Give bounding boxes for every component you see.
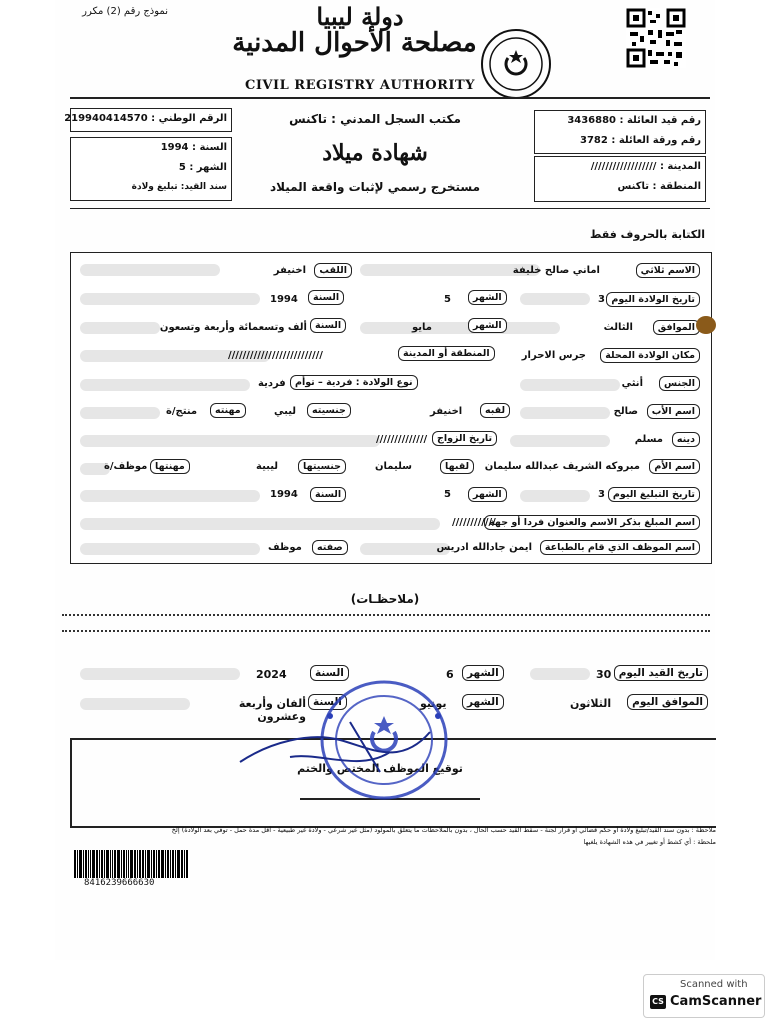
area-city-value: ////////////////////////// <box>228 350 323 361</box>
redaction-band <box>520 379 620 391</box>
dob-month: 5 <box>444 294 451 305</box>
birth-type-value: فردية <box>258 378 286 389</box>
family-record-box <box>534 110 706 154</box>
notification-year: 1994 <box>270 489 298 500</box>
record-date-box <box>70 137 232 201</box>
father-surname-value: اخنيفر <box>430 406 463 417</box>
dob-label: تاريخ الولادة اليوم <box>606 292 700 307</box>
informant-value: //////////// <box>452 517 496 528</box>
redaction-band <box>80 698 190 710</box>
registration-day: 30 <box>596 668 612 681</box>
corresponding-label: الموافق <box>653 320 700 335</box>
father-nationality-value: ليبي <box>274 406 297 417</box>
father-name-label: اسم الأب <box>647 404 700 419</box>
registration-corresponding-month: يونيو <box>420 697 447 710</box>
redaction-band <box>80 379 250 391</box>
clerk-role-value: موظف <box>268 542 302 553</box>
redaction-band <box>510 435 610 447</box>
redaction-band <box>530 668 590 680</box>
camscanner-watermark <box>643 974 765 1018</box>
religion-value: مسلم <box>634 434 663 445</box>
registration-corr-year-label: السنة <box>308 694 347 710</box>
letters-only-note: الكتابة بالحروف فقط <box>589 228 705 241</box>
handwritten-signature-icon <box>230 712 450 782</box>
birth-type-label: نوع الولادة : فردية – توأم <box>290 375 418 390</box>
certificate-subtitle: مستخرج رسمي لإثبات واقعة الميلاد <box>269 180 481 194</box>
notification-year-label: السنة <box>310 487 346 502</box>
clerk-label: اسم الموظف الذي قام بالطباعة <box>540 540 700 555</box>
registration-year-label: السنة <box>310 665 349 681</box>
authority-emblem-icon <box>480 28 552 100</box>
corr-year-label: السنة <box>310 318 346 333</box>
header-bottom-rule <box>70 208 710 209</box>
region: المنطقة : تاكنس <box>617 181 701 192</box>
authority-english-name: CIVIL REGISTRY AUTHORITY <box>245 78 475 93</box>
surname-value: اخنيفر <box>273 265 306 276</box>
footnote-alteration: ملحظة : أي كشط أو تغيير في هذه الشهادة يلغيها <box>583 838 716 846</box>
registration-year: 2024 <box>256 668 287 681</box>
redaction-band <box>80 518 440 530</box>
corr-month-label: الشهر <box>468 318 507 333</box>
scanned-with-text: Scanned with <box>680 979 748 990</box>
redaction-band <box>360 322 560 334</box>
family-registration-number: رقم قيد العائلة : 3436880 <box>567 115 701 126</box>
surname-label: اللقب <box>314 263 352 278</box>
notification-day: 3 <box>598 489 605 500</box>
birthplace-label: مكان الولادة المحلة <box>600 348 700 363</box>
mother-nationality-label: جنسيتها <box>298 459 346 474</box>
redaction-band <box>80 293 260 305</box>
registration-corresponding-day: الثلاثون <box>570 697 612 710</box>
record-basis: سند القيد: تبليغ ولادة <box>131 182 227 192</box>
redaction-band <box>80 490 260 502</box>
redaction-band <box>520 490 590 502</box>
redaction-band <box>80 543 260 555</box>
father-nationality-label: جنسيته <box>307 403 351 418</box>
header-rule <box>70 97 710 99</box>
footnote-conditions: ملاحظة : بدون سند القيد/تبليغ ولادة أو حكم قضائي أو قرار لجنة - سقط القيد حسب الحال ، بدون بالملاحظات ما يتعلق بالمولود (مثل غير شرعي - ولادة غير طبيعية - أقل مدة حمل - توفي بعد الولادة) إلخ <box>171 826 716 834</box>
mother-surname-value: سليمان <box>375 461 412 472</box>
redaction-band <box>80 435 380 447</box>
signature-label: توقيع الموظف المختص والختم <box>297 762 463 775</box>
clerk-value: ايمن جادالله ادريس <box>436 542 532 553</box>
marriage-date-value: ////////////// <box>376 434 428 445</box>
redaction-band <box>80 668 240 680</box>
form-number-note: نموذج رقم (2) مكرر <box>82 6 168 17</box>
record-month: الشهر : 5 <box>178 162 227 173</box>
registration-corresponding-label: الموافق اليوم <box>627 694 708 710</box>
record-year: السنة : 1994 <box>160 142 227 153</box>
camscanner-logo-icon: CS <box>650 995 666 1009</box>
clerk-role-label: صفته <box>312 540 348 555</box>
notification-date-label: تاريخ التبليغ اليوم <box>608 487 700 502</box>
qr-code-icon <box>626 8 686 68</box>
father-surname-label: لقبه <box>480 403 510 418</box>
mother-job-label: مهنتها <box>150 459 190 474</box>
informant-label: اسم المبلغ بذكر الاسم والعنوان فردا أو جهة <box>484 515 700 530</box>
father-name-value: صالح <box>613 406 638 417</box>
notification-month: 5 <box>444 489 451 500</box>
redaction-band <box>80 264 220 276</box>
notification-month-label: الشهر <box>468 487 507 502</box>
registration-month-label: الشهر <box>462 665 504 681</box>
registration-month: 6 <box>446 668 454 681</box>
father-job-label: مهنته <box>210 403 246 418</box>
marriage-date-label: تاريخ الزواج <box>432 431 497 446</box>
redaction-band <box>80 322 160 334</box>
registration-corresponding-year: ألفان وأربعة وعشرون <box>238 697 306 723</box>
mother-name-label: اسم الأم <box>649 459 700 474</box>
dob-day: 3 <box>598 294 605 305</box>
corresponding-month: مايو <box>412 322 432 333</box>
city: المدينة : ////////////////// <box>590 161 701 172</box>
notes-line <box>62 614 710 616</box>
mother-nationality-value: ليبية <box>256 461 279 472</box>
area-city-label: المنطقة أو المدينة <box>398 346 495 361</box>
notes-title: (ملاحظـات) <box>350 592 420 606</box>
father-job-value: منتج/ة <box>166 406 198 417</box>
redaction-band <box>80 407 160 419</box>
authority-arabic-name: مصلحة الأحوال المدنية <box>232 28 477 58</box>
state-name: دولة ليبيا <box>316 2 404 31</box>
dob-year: 1994 <box>270 294 298 305</box>
sex-label: الجنس <box>659 376 700 391</box>
redaction-band <box>520 407 610 419</box>
birthplace-value: جرس الاحرار <box>521 350 586 361</box>
notes-line <box>62 630 710 632</box>
mother-job-value: موظف/ة <box>104 461 148 472</box>
location-box <box>534 156 706 202</box>
corresponding-year: ألف وتسعمائة وأربعة وتسعون <box>159 322 307 333</box>
dob-year-label: السنة <box>308 290 344 305</box>
camscanner-brand: CamScanner <box>670 994 762 1009</box>
religion-label: دينه <box>672 432 700 447</box>
registration-date-label: تاريخ القيد اليوم <box>614 665 708 681</box>
national-id-box <box>64 108 232 132</box>
national-id: الرقم الوطني : 219940414570 <box>64 113 227 124</box>
mother-name-value: مبروكه الشريف عبدالله سليمان <box>484 461 640 472</box>
barcode-number: 8416239666630 <box>84 878 155 888</box>
registry-office: مكتب السجل المدني : تاكنس <box>289 112 461 126</box>
mother-surname-label: لقبها <box>440 459 474 474</box>
registration-corr-month-label: الشهر <box>462 694 504 710</box>
family-paper-number: رقم ورقة العائلة : 3782 <box>580 135 701 146</box>
punch-hole-mark <box>696 316 716 334</box>
sex-value: أنثي <box>621 378 643 389</box>
dob-month-label: الشهر <box>468 290 507 305</box>
full-name-value: اماني صالح خليفة <box>512 265 600 276</box>
redaction-band <box>520 293 590 305</box>
full-name-label: الاسم ثلاثي <box>636 263 700 278</box>
corresponding-day: الثالث <box>603 322 633 333</box>
certificate-title: شهادة ميلاد <box>322 140 428 166</box>
